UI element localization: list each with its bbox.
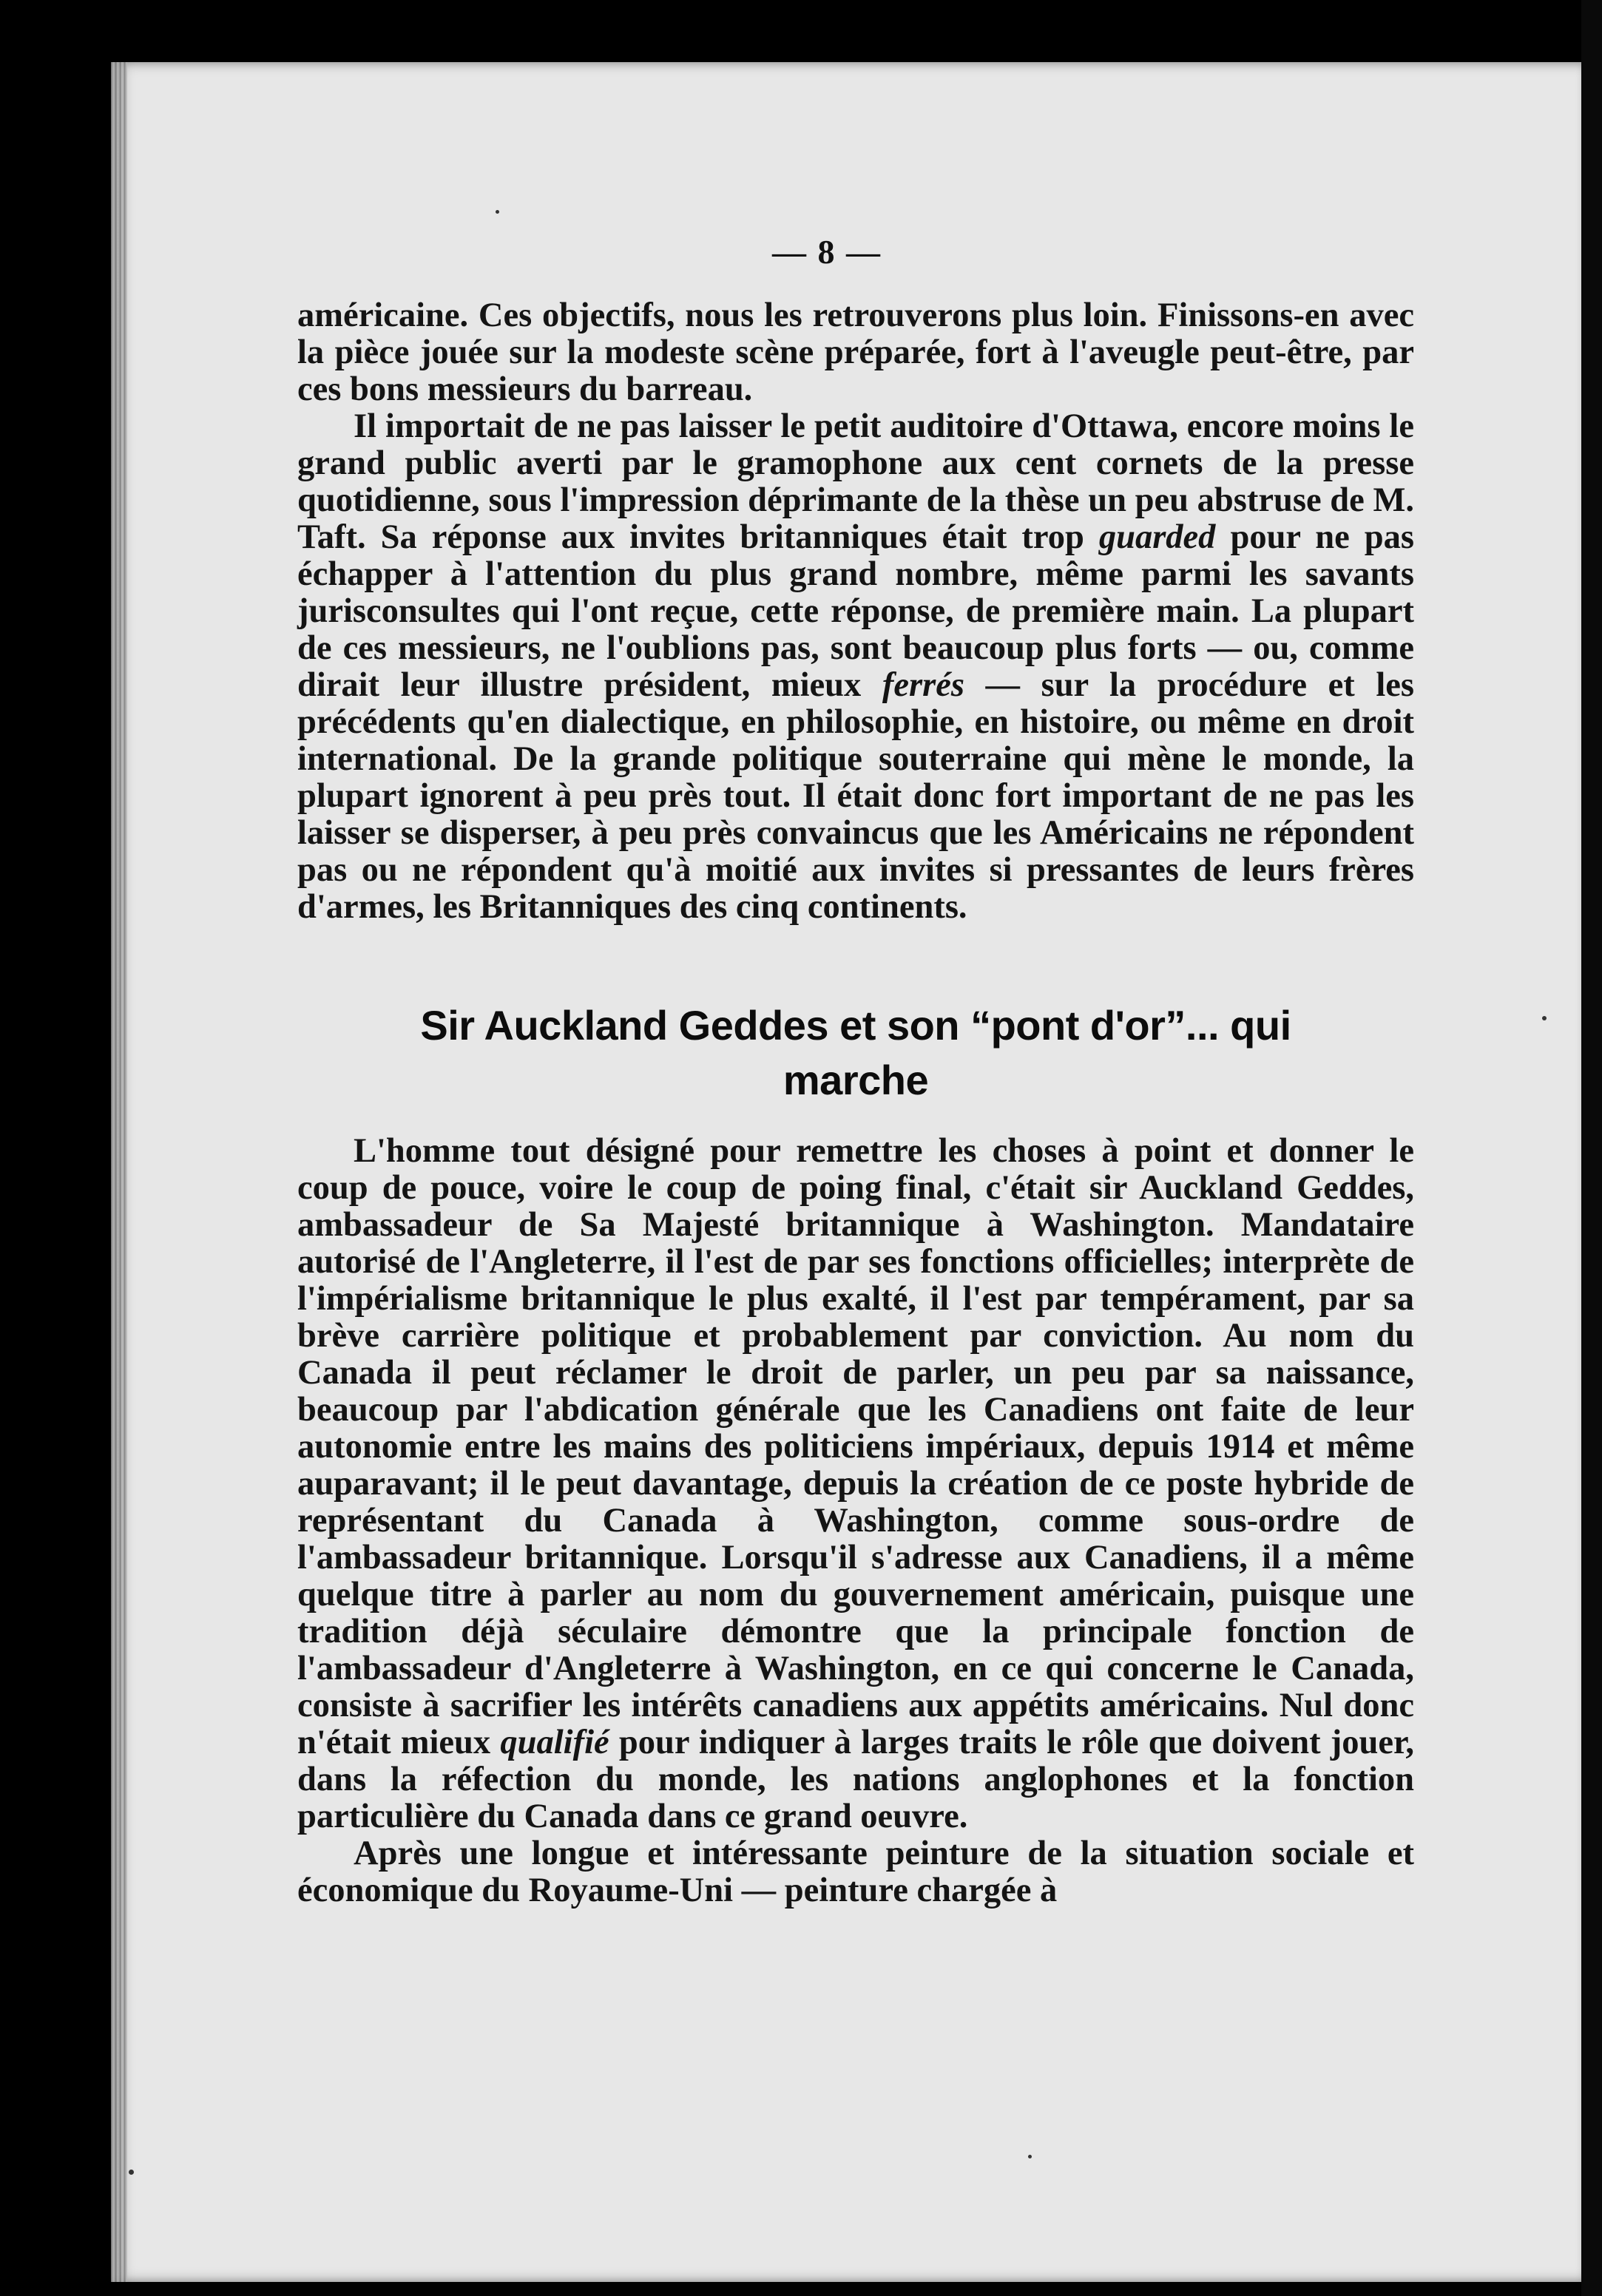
- text-run: — sur la procédure et les précédents qu'en dialectique, en philosophie, en histoire, ou même en droit international. De la grande politique souterraine qui mène le monde, la plupart ignorent à peu près tout. Il était donc fort important de ne pas les laisser se disperser, à peu près convaincus que les Américains ne répondent pas ou ne répondent qu'à moitié aux invites si pressantes de leurs frères d'armes, les Britanniques des cinq continents.: [297, 666, 1414, 926]
- text-run: Il importait de ne pas laisser le petit auditoire d'Ottawa, encore moins le grand public averti par le gramophone aux cent cornets de la presse quotidienne, sous l'impression déprimante de la thèse un peu abstruse de M. Taft. Sa réponse aux invites britanniques était trop: [297, 407, 1414, 556]
- italic-phrase: guarded: [1098, 518, 1216, 556]
- page-number: — 8 —: [772, 233, 882, 271]
- paragraph: [297, 1133, 1414, 1835]
- paragraph: [297, 408, 1414, 926]
- italic-phrase: ferrés: [882, 666, 964, 704]
- text-run: américaine. Ces objectifs, nous les retrouverons plus loin. Finissons-en avec la pièce jouée sur la modeste scène préparée, fort à l'aveugle peut-être, par ces bons messieurs du barreau.: [297, 297, 1414, 408]
- text-run: L'homme tout désigné pour remettre les choses à point et donner le coup de pouce, voire le coup de poing final, c'était sir Auckland Geddes, ambassadeur de Sa Majesté britannique à Washington. Mandataire autorisé de l'Angleterre, il l'est de par ses fonctions officielles; interprète de l'impérialisme britannique le plus exalté, il l'est par tempérament, par sa brève carrière politique et probablement par conviction. Au nom du Canada il peut réclamer le droit de parler, un peu par sa naissance, beaucoup par l'abdication générale que les Canadiens ont faite de leur autonomie entre les mains des politiciens impériaux, depuis 1914 et même auparavant; il le peut davantage, depuis la création de ce poste hybride de représentant du Canada à Washington, comme sous-ordre de l'ambassadeur britannique. Lorsqu'il s'adresse aux Canadiens, il a même quelque titre à parler au nom du gouvernement américain, puisque une tradition déjà séculaire démontre que la principale fonction de l'ambassadeur d'Angleterre à Washington, en ce qui concerne le Canada, consiste à sacrifier les intérêts canadiens aux appétits américains. Nul donc n'était mieux: [297, 1132, 1414, 1761]
- speck-mark: [1028, 2155, 1032, 2158]
- paragraph: [297, 297, 1414, 408]
- paragraph: [297, 1835, 1414, 1909]
- italic-phrase: qualifié: [500, 1724, 609, 1761]
- text-run: Après une longue et intéressante peinture de la situation sociale et économique du Royaume-Uni — peinture chargée à: [297, 1835, 1414, 1909]
- speck-mark: [1542, 1016, 1547, 1020]
- text-run: pour ne pas échapper à l'attention du plus grand nombre, même parmi les savants jurisconsultes qui l'ont reçue, cette réponse, de première main. La plupart de ces messieurs, ne l'oublions pas, sont beaucoup plus forts — ou, comme dirait leur illustre président, mieux: [297, 518, 1414, 704]
- scan-border: [1581, 0, 1602, 2296]
- text-block-bottom: [297, 1133, 1414, 1909]
- speck-mark: [129, 2170, 134, 2175]
- section-title-line-2: marche: [783, 1057, 929, 1103]
- speck-mark: [496, 210, 499, 214]
- section-title-line-1: Sir Auckland Geddes et son “pont d'or”... qui: [420, 1002, 1291, 1049]
- page-text: [297, 297, 1414, 1909]
- text-block-top: [297, 297, 1414, 926]
- section-title: [297, 998, 1414, 1108]
- text-run: pour indiquer à larges traits le rôle que doivent jouer, dans la réfection du monde, les nations anglophones et la fonction particulière du Canada dans ce grand oeuvre.: [297, 1724, 1414, 1835]
